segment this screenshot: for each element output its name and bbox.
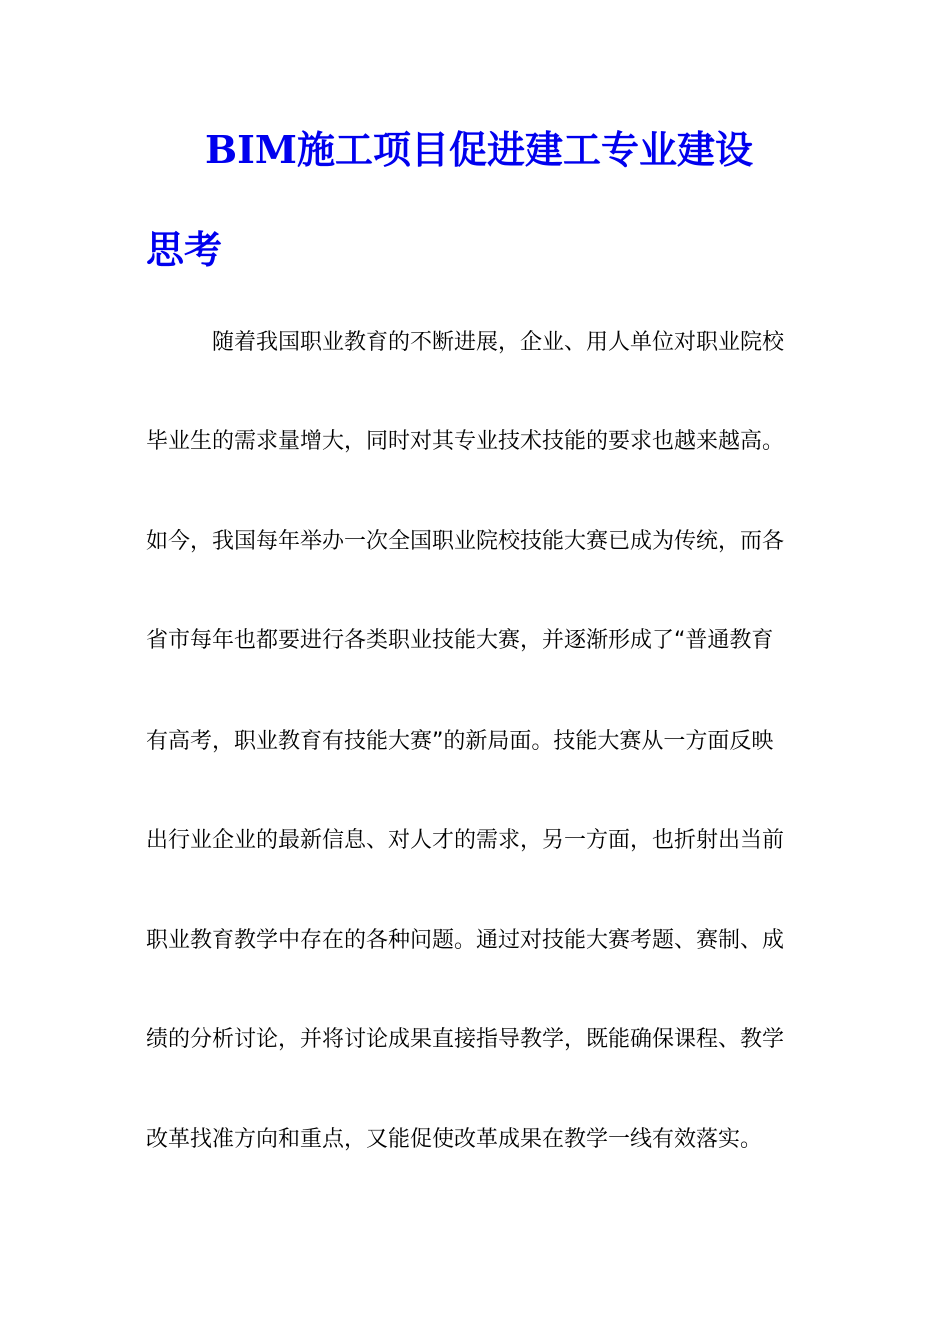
paragraph-line-1: 随着我国职业教育的不断进展，企业、用人单位对职业院校 xyxy=(212,330,785,355)
paragraph-line-3: 如今，我国每年举办一次全国职业院校技能大赛已成为传统，而各 xyxy=(146,529,785,554)
paragraph-line-7: 职业教育教学中存在的各种问题。通过对技能大赛考题、赛制、成 xyxy=(146,928,785,953)
paragraph-line-5: 有高考，职业教育有技能大赛”的新局面。技能大赛从一方面反映 xyxy=(146,729,774,754)
document-title-line-2: 思考 xyxy=(146,227,223,272)
paragraph-line-6: 出行业企业的最新信息、对人才的需求，另一方面，也折射出当前 xyxy=(146,828,785,853)
paragraph-line-9: 改革找准方向和重点，又能促使改革成果在教学一线有效落实。 xyxy=(146,1127,763,1152)
document-title-line-1: BIM施工项目促进建工专业建设 xyxy=(205,127,753,172)
paragraph-line-8: 绩的分析讨论，并将讨论成果直接指导教学，既能确保课程、教学 xyxy=(146,1027,785,1052)
paragraph-line-2: 毕业生的需求量增大，同时对其专业技术技能的要求也越来越高。 xyxy=(146,429,785,454)
paragraph-line-4: 省市每年也都要进行各类职业技能大赛，并逐渐形成了“普通教育 xyxy=(146,628,774,653)
